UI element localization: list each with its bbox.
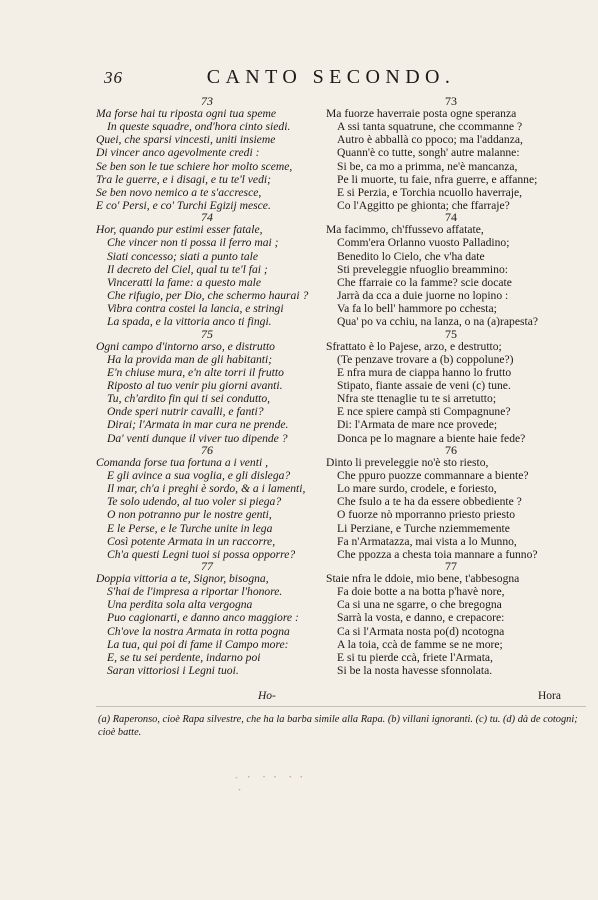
verse-line: Fa n'Armatazza, mai vista a lo Munno, (337, 534, 517, 548)
page-number: 36 (104, 68, 123, 87)
verse-line: Se ben son le tue schiere hor molto sceme, (96, 159, 293, 173)
italian-stanza (96, 561, 318, 677)
verse-line: Puo cagionarti, e danno anco maggiore : (107, 611, 299, 625)
verse-line: O non potranno pur le nostre genti, (107, 508, 272, 522)
verse-line: Pe li muorte, tu faie, nfra guerre, e affanne; (337, 172, 538, 186)
verse-line: Donca pe lo magnare a biente haie fede? (337, 431, 526, 445)
stanza-number: 76 (445, 442, 457, 457)
verse-line: Dinto li preveleggie no'è sto riesto, (326, 455, 489, 469)
verse-line: Hor, quando pur estimi esser fatale, (96, 223, 263, 237)
running-title: CANTO SECONDO. (206, 66, 456, 88)
verse-line: Autro è abballà co ppoco; ma l'addanza, (337, 133, 523, 147)
verse-line: Sti preveleggie nfuoglio breammino: (337, 262, 508, 276)
verse-line: Se ben novo nemico a te s'accresce, (96, 185, 262, 199)
italian-stanza (96, 96, 318, 212)
stanza-number: 76 (201, 442, 213, 457)
verse-line: Li Perziane, e Turche nziemmemente (337, 521, 510, 535)
verse-line: Ch'ove la nostra Armata in rotta pogna (107, 624, 290, 638)
verse-line: Da' venti dunque il viver tuo dipende ? (107, 431, 288, 445)
verse-line: E gli avince a sua voglia, e gli dislega? (107, 468, 291, 482)
verse-line: A ssi tanta squatrune, che ccommanne ? (337, 120, 523, 134)
verse-line: Ma facimmo, ch'ffussevo affatate, (326, 223, 484, 237)
italian-text-column (96, 96, 318, 677)
ink-smudge: - ・ ・・ ・・ ・ (235, 772, 308, 795)
verse-line: Stipato, fiante assaie de veni (c) tune. (337, 378, 511, 392)
neapolitan-stanza (326, 326, 576, 445)
verse-line: A la toia, ccà de famme se ne more; (337, 637, 503, 651)
verse-line: Ma fuorze haverraie posta ogne speranza (326, 107, 517, 120)
neapolitan-stanza (326, 561, 576, 677)
italian-stanza (96, 442, 318, 561)
verse-line: Quei, che sparsi vincesti, uniti insieme (96, 133, 276, 147)
stanza-number: 75 (445, 326, 457, 341)
neapolitan-text-column (326, 96, 576, 677)
footnote: (a) Raperonso, cioè Rapa silvestre, che ha la barba simile alla Rapa. (b) villani ignoranti. (c) tu. (d) dà de cotogni; cioè batte. (98, 714, 578, 738)
verse-line: Una perdita sola alta vergogna (107, 598, 253, 612)
page-header (104, 68, 524, 94)
verse-line: Siati concesso; siati a punto tale (107, 249, 259, 263)
verse-line: Sarrà la vosta, e danno, e crepacore: (337, 611, 505, 625)
stanza-number: 73 (445, 94, 457, 108)
verse-line: Tu, ch'ardito fin qui ti sei condutto, (107, 392, 271, 406)
verse-line: Tra le guerre, e i disagi, e tu te'l vedi; (96, 172, 271, 186)
stanza-number: 73 (201, 94, 213, 108)
verse-line: (Te penzave trovare a (b) coppolune?) (337, 352, 514, 366)
verse-line: Si be la nosta havesse sfonnolata. (337, 664, 493, 678)
verse-line: Va fa lo bell' hammore po cchesta; (337, 302, 497, 316)
verse-line: Quann'è co tutte, songh' autre malanne: (337, 146, 520, 160)
neapolitan-stanza (326, 442, 576, 561)
verse-line: Staie nfra le ddoie, mio bene, t'abbesogna (326, 572, 520, 585)
verse-line: O fuorze nò mporranno priesto priesto (337, 508, 516, 522)
verse-line: Ca si una ne sgarre, o che bregogna (337, 598, 502, 612)
verse-line: Sfrattato è lo Pajese, arzo, e destrutto; (326, 339, 502, 353)
verse-line: Ca si l'Armata nosta po(d) ncotogna (337, 624, 505, 638)
italian-stanza (96, 326, 318, 445)
verse-line: Dirai; l'Armata in mar cura ne prende. (107, 418, 289, 432)
verse-line: Di: l'Armata de mare nce provede; (337, 418, 498, 432)
verse-line: E nce spiere campà sti Compagnune? (337, 405, 511, 419)
verse-line: Comm'era Orlanno vuosto Palladino; (337, 236, 510, 250)
verse-line: Vinceratti la fame: a questo male (107, 275, 262, 289)
verse-line: Benedito lo Cielo, che v'ha date (337, 249, 485, 263)
footnote-rule (96, 706, 586, 707)
italian-stanza (96, 212, 318, 328)
catchword-right: Hora (538, 690, 561, 702)
verse-line: E, se tu sei perdente, indarno poi (107, 650, 261, 664)
stanza-number: 77 (201, 559, 213, 573)
verse-line: Lo mare surdo, crodele, e foriesto, (337, 482, 497, 496)
verse-line: Si be, ca mo a primma, ne'è mancanza, (337, 159, 518, 173)
stanza-number: 75 (201, 326, 213, 341)
verse-line: Ma forse hai tu riposta ogni tua speme (96, 107, 277, 120)
verse-line: Che ffarraie co la famme? scie docate (337, 275, 512, 289)
verse-line: E co' Persi, e co' Turchi Egizij mesce. (96, 199, 271, 213)
verse-line: E'n chiuse mura, e'n alte torri il frutto (107, 365, 284, 379)
stanza-number: 74 (445, 210, 457, 225)
verse-line: Ha la provida man de gli habitanti; (107, 352, 273, 366)
verse-line: E nfra mura de ciappa hanno lo frutto (337, 365, 512, 379)
verse-line: Jarrà da cca a duie juorne no lopino : (337, 289, 509, 303)
verse-line: Ogni campo d'intorno arso, e distrutto (96, 339, 275, 353)
verse-line: Il mar, ch'a i preghi è sordo, & a i lamenti, (107, 482, 306, 496)
verse-line: Che ppuro puozze commannare a biente? (337, 468, 529, 482)
verse-line: E si Perzia, e Torchia ncuollo haverraje, (337, 185, 523, 199)
verse-line: Che fsulo a te ha da essere obbediente ? (337, 495, 522, 509)
verse-line: Saran vittoriosi i Legni tuoi. (107, 664, 239, 678)
verse-line: Fa doie botte a na botta p'havè nore, (337, 585, 505, 599)
verse-line: Co l'Aggitto pe ghionta; che ffarraje? (337, 199, 510, 213)
stanza-number: 74 (201, 210, 213, 225)
verse-line: Di vincer anco agevolmente credi : (96, 146, 260, 160)
verse-line: Comanda forse tua fortuna a i venti , (96, 455, 268, 469)
verse-line: La spada, e la vittoria anco ti fingi. (107, 315, 272, 329)
verse-line: In queste squadre, ond'hora cinto siedi. (107, 120, 291, 134)
verse-line: Qua' po va cchiu, na lanza, o na (a)rapesta? (337, 315, 539, 329)
verse-line: Il decreto del Ciel, qual tu te'l fai ; (107, 262, 268, 276)
verse-line: Te solo udendo, al tuo voler si piega? (107, 495, 282, 509)
verse-line: Nfra ste ttenaglie tu te si arretutto; (337, 392, 497, 406)
neapolitan-stanza (326, 96, 576, 212)
verse-line: Onde speri nutrir cavalli, e fanti? (107, 405, 264, 419)
verse-line: E si tu pierde ccà, friete l'Armata, (337, 650, 493, 664)
verse-line: Che ppozza a chesta toia mannare a funno? (337, 547, 538, 561)
verse-line: Vibra contra costei la lancia, e stringi (107, 302, 284, 316)
stanza-number: 77 (445, 559, 457, 573)
verse-line: Che rifugio, per Dio, che schermo haurai ? (107, 289, 309, 303)
catchword-left: Ho- (258, 690, 276, 702)
verse-line: Ch'a questi Legni tuoi si possa opporre? (107, 547, 296, 561)
verse-line: Che vincer non ti possa il ferro mai ; (107, 236, 279, 250)
verse-line: Doppia vittoria a te, Signor, bisogna, (96, 572, 269, 585)
verse-line: E le Perse, e le Turche unite in lega (107, 521, 273, 535)
verse-line: S'hai de l'impresa a riportar l'honore. (107, 585, 283, 599)
verse-line: Riposto al tuo venir piu giorni avanti. (107, 378, 283, 392)
neapolitan-stanza (326, 212, 576, 328)
verse-line: La tua, qui poi di fame il Campo more: (107, 637, 289, 651)
verse-line: Così potente Armata in un raccorre, (107, 534, 276, 548)
